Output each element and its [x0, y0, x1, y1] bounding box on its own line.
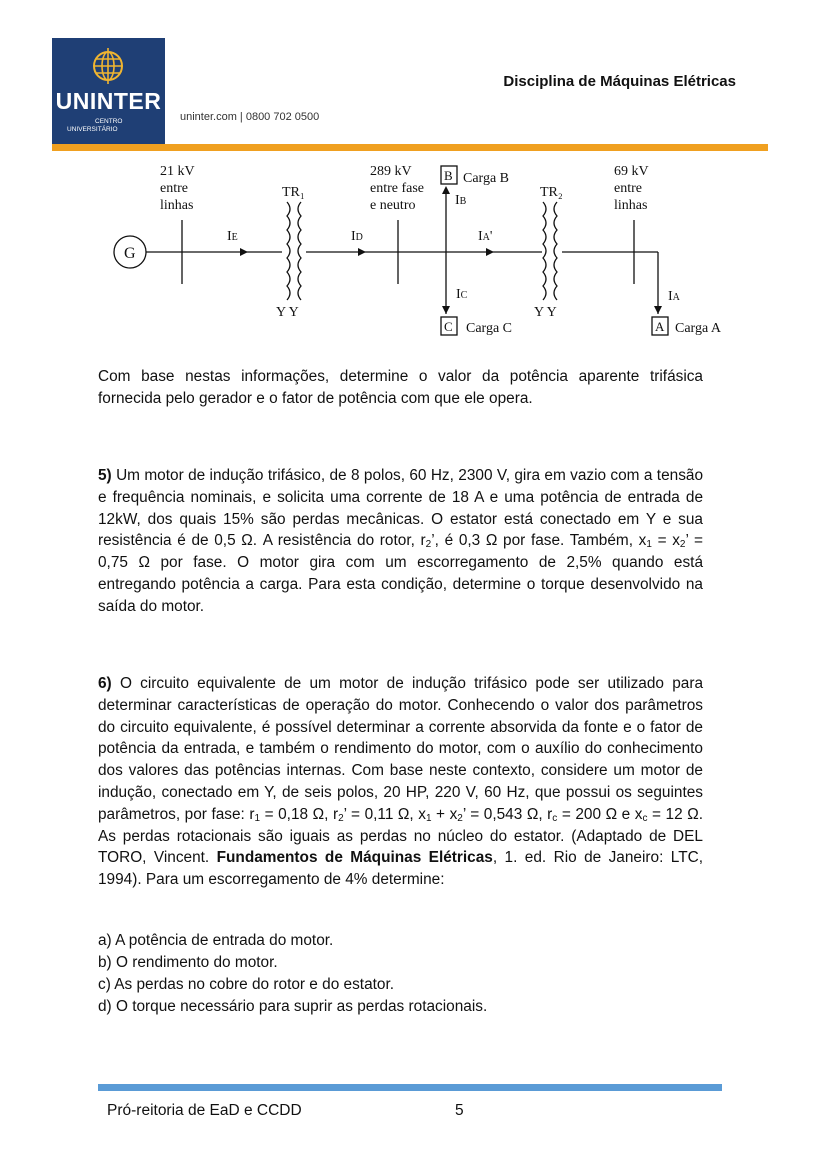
- right-voltage-line3: linhas: [614, 198, 648, 213]
- tr2-yy: Y Y: [534, 305, 557, 320]
- load-c-label: Carga C: [466, 321, 513, 336]
- header-bar: [52, 144, 768, 151]
- list-item-d: d) O torque necessário para suprir as perdas rotacionais.: [98, 998, 488, 1015]
- logo-sub-line2: UNIVERSITÁRIO: [67, 126, 118, 133]
- question-6-number: 6): [98, 675, 112, 692]
- header-title: Disciplina de Máquinas Elétricas: [503, 73, 736, 90]
- logo-word: UNINTER: [55, 88, 162, 114]
- footer-bar: [98, 1084, 722, 1091]
- current-ic: IC: [456, 287, 468, 302]
- list-item-a: a) A potência de entrada do motor.: [98, 932, 334, 949]
- current-ie: IE: [227, 229, 238, 244]
- load-a-box: A: [655, 319, 665, 334]
- mid-voltage-line1: 289 kV: [370, 164, 412, 179]
- right-voltage-line1: 69 kV: [614, 164, 649, 179]
- tr1-label: TR₁: [282, 185, 305, 200]
- contact-info: uninter.com | 0800 702 0500: [180, 111, 320, 123]
- left-voltage-line2: entre: [160, 181, 188, 196]
- uninter-logo: [52, 38, 165, 144]
- footer-text: Pró-reitoria de EaD e CCDD: [107, 1102, 302, 1119]
- logo-sub-line1: CENTRO: [95, 118, 123, 125]
- mid-voltage-line2: entre fase: [370, 181, 425, 196]
- current-ia-prime: IA': [478, 229, 493, 244]
- intro-paragraph: Com base nestas informações, determine o valor da potência aparente trifásica fornecida pelo gerador e o fator de potência com que ele opera.: [98, 368, 703, 407]
- load-a-label: Carga A: [675, 321, 722, 336]
- load-b-label: Carga B: [463, 171, 510, 186]
- current-id: ID: [351, 229, 363, 244]
- left-voltage-line3: linhas: [160, 198, 194, 213]
- current-ia: IA: [668, 289, 680, 304]
- power-system-diagram: [100, 152, 740, 344]
- mid-voltage-line3: e neutro: [370, 198, 416, 213]
- current-ib: IB: [455, 193, 467, 208]
- page-number: 5: [455, 1102, 464, 1119]
- right-voltage-line2: entre: [614, 181, 642, 196]
- question-6: 6) O circuito equivalente de um motor de indução trifásico pode ser utilizado para determinar características de operação do motor. Conhecendo o valor dos parâmetros do circuito equivalente, é possível determinar a corrente absorvida da fonte e o fator de potência da entrada, e também o rendimento do motor, com o auxílio do conhecimento dos valores das potências internas. Com base neste contexto, considere um motor de indução, conectado em Y, de seis polos, 20 HP, 220 V, 60 Hz, que possui os seguintes parâmetros, por fase: $r_1 = 0,18$ Ω, $r_2$’ = 0,11 Ω, $x_1 + x_2$’ = 0,543 Ω, $r_c = 200$ Ω e $x_c = 12$ Ω. As perdas rotacionais são iguais as perdas no núcleo do estator. (Adaptado de DEL TORO, Vincent. Fundamentos de Máquinas Elétricas, 1. ed. Rio de Janeiro: LTC, 1994). Para um escorregamento de 4% determine:: [98, 675, 704, 889]
- list-item-c: c) As perdas no cobre do rotor e do estator.: [98, 976, 395, 993]
- question-5-number: 5): [98, 467, 112, 484]
- tr2-label: TR₂: [540, 185, 563, 200]
- globe-icon: [88, 46, 128, 86]
- generator-label: G: [124, 245, 136, 262]
- load-c-box: C: [444, 319, 453, 334]
- tr1-yy: Y Y: [276, 305, 299, 320]
- load-b-box: B: [444, 168, 453, 183]
- left-voltage-line1: 21 kV: [160, 164, 195, 179]
- question-5: 5) Um motor de indução trifásico, de 8 polos, 60 Hz, 2300 V, gira em vazio com a tensão e frequência nominais, e solicita uma corrente de 18 A e uma potência de entrada de 12kW, dos quais 15% são perdas mecânicas. O estator está conectado em Y e sua resistência é de 0,5 Ω. A resistência do rotor, $r_2$’, é 0,3 Ω por fase. Também, $x_1 = x_2$’ = 0,75 Ω por fase. O motor gira com um escorregamento de 2,5% quando está entregando potência a carga. Para esta condição, determine o torque desenvolvido na saída do motor.: [98, 467, 704, 615]
- list-item-b: b) O rendimento do motor.: [98, 954, 278, 971]
